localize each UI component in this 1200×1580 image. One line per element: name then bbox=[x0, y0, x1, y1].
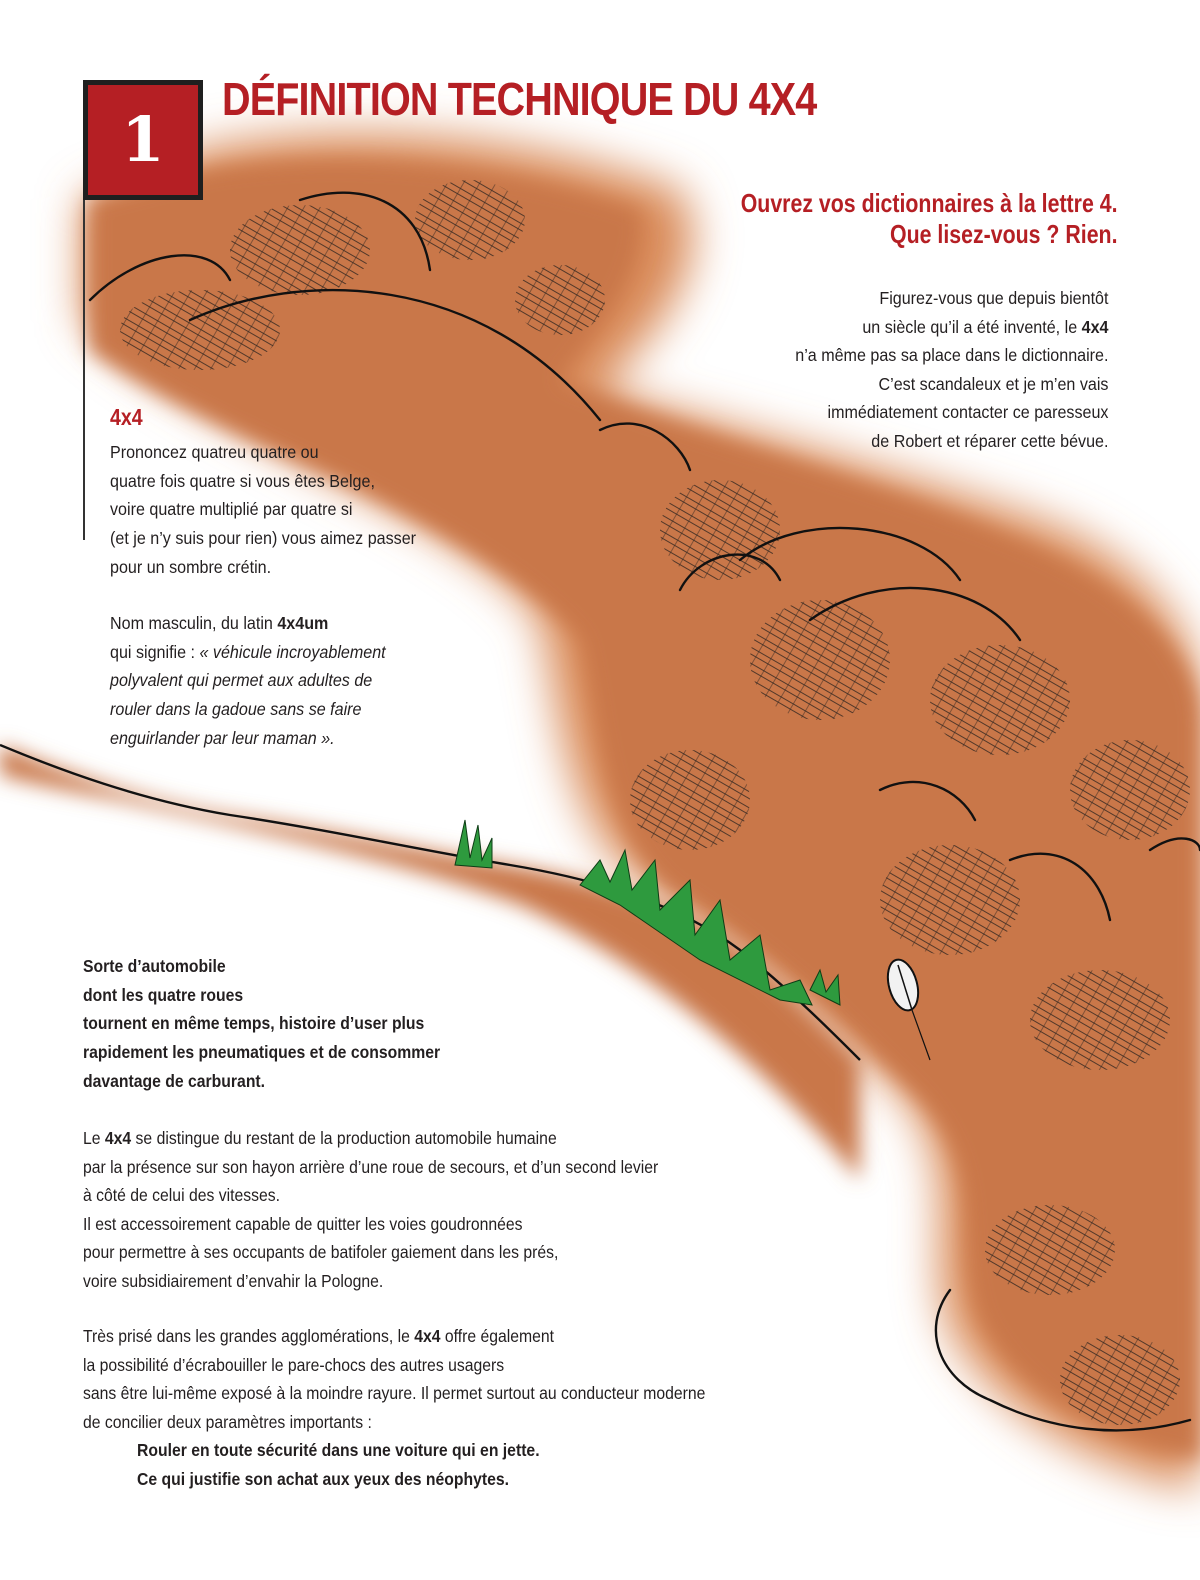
lead-line: tournent en même temps, histoire d’user plus bbox=[83, 1013, 425, 1034]
intro-line: C’est scandaleux et je m’en vais bbox=[878, 373, 1108, 394]
pronunciation-line: (et je n’y suis pour rien) vous aimez passer bbox=[110, 528, 417, 549]
pronunciation-line: quatre fois quatre si vous êtes Belge, bbox=[110, 470, 375, 491]
subtitle-line: Que lisez-vous ? Rien. bbox=[890, 219, 1118, 249]
emphasis-block bbox=[137, 1436, 540, 1493]
emphasis-line: Ce qui justifie son achat aux yeux des néophytes. bbox=[137, 1468, 509, 1489]
definition-term: 4x4 bbox=[110, 404, 143, 430]
pronunciation-line: pour un sombre crétin. bbox=[110, 556, 272, 577]
section-number: 1 bbox=[121, 103, 165, 176]
intro-line: n’a même pas sa place dans le dictionnaire. bbox=[794, 345, 1108, 365]
lead-line: davantage de carburant. bbox=[83, 1070, 266, 1091]
lead-line: dont les quatre roues bbox=[83, 984, 244, 1005]
intro-line: Figurez-vous que depuis bientôt bbox=[878, 288, 1108, 308]
definition-origin: Nom masculin, du latin 4x4um qui signifie : « véhicule incroyablement polyvalent qui permet aux adultes de rouler dans la gadoue sans se faire enguirlander par leur maman ». bbox=[110, 613, 386, 748]
intro-line: immédiatement contacter ce paresseux bbox=[827, 402, 1108, 422]
emphasis-line: Rouler en toute sécurité dans une voiture qui en jette. bbox=[137, 1440, 540, 1460]
intro-line: un siècle qu’il a été inventé, le 4x4 bbox=[861, 316, 1108, 337]
definition-pronunciation bbox=[110, 438, 416, 582]
lead-paragraph bbox=[83, 952, 440, 1096]
page-title: DÉFINITION TECHNIQUE DU 4X4 bbox=[222, 73, 817, 125]
lead-line: Sorte d’automobile bbox=[83, 956, 226, 976]
body-paragraph-2: Très prisé dans les grandes agglomérations, le 4x4 offre également la possibilité d’écrabouiller le pare-chocs des autres usagers sans être lui-même exposé à la moindre rayure. Il permet surtout au conducteur moderne de concilier deux paramètres importants : bbox=[83, 1326, 706, 1432]
intro-line: de Robert et réparer cette bévue. bbox=[870, 430, 1108, 451]
body-paragraph-1: Le 4x4 se distingue du restant de la production automobile humaine par la présence sur son hayon arrière d’une roue de secours, et d’un second levier à côté de celui des vitesses. Il est accessoirement capable de quitter les voies goudronnées pour permettre à ses occupants de batifoler gaiement dans les prés, voire subsidiairement d’envahir la Pologne. bbox=[83, 1128, 659, 1291]
subtitle-line: Ouvrez vos dictionnaires à la lettre 4. bbox=[741, 188, 1118, 218]
pronunciation-line: Prononcez quatreu quatre ou bbox=[110, 442, 319, 462]
subtitle bbox=[741, 188, 1118, 250]
intro-paragraph bbox=[795, 284, 1108, 455]
left-vertical-rule bbox=[83, 200, 85, 540]
section-number-badge bbox=[83, 80, 203, 200]
latin-term: 4x4um bbox=[277, 613, 329, 633]
pronunciation-line: voire quatre multiplié par quatre si bbox=[110, 499, 353, 520]
lead-line: rapidement les pneumatiques et de consommer bbox=[83, 1042, 441, 1063]
